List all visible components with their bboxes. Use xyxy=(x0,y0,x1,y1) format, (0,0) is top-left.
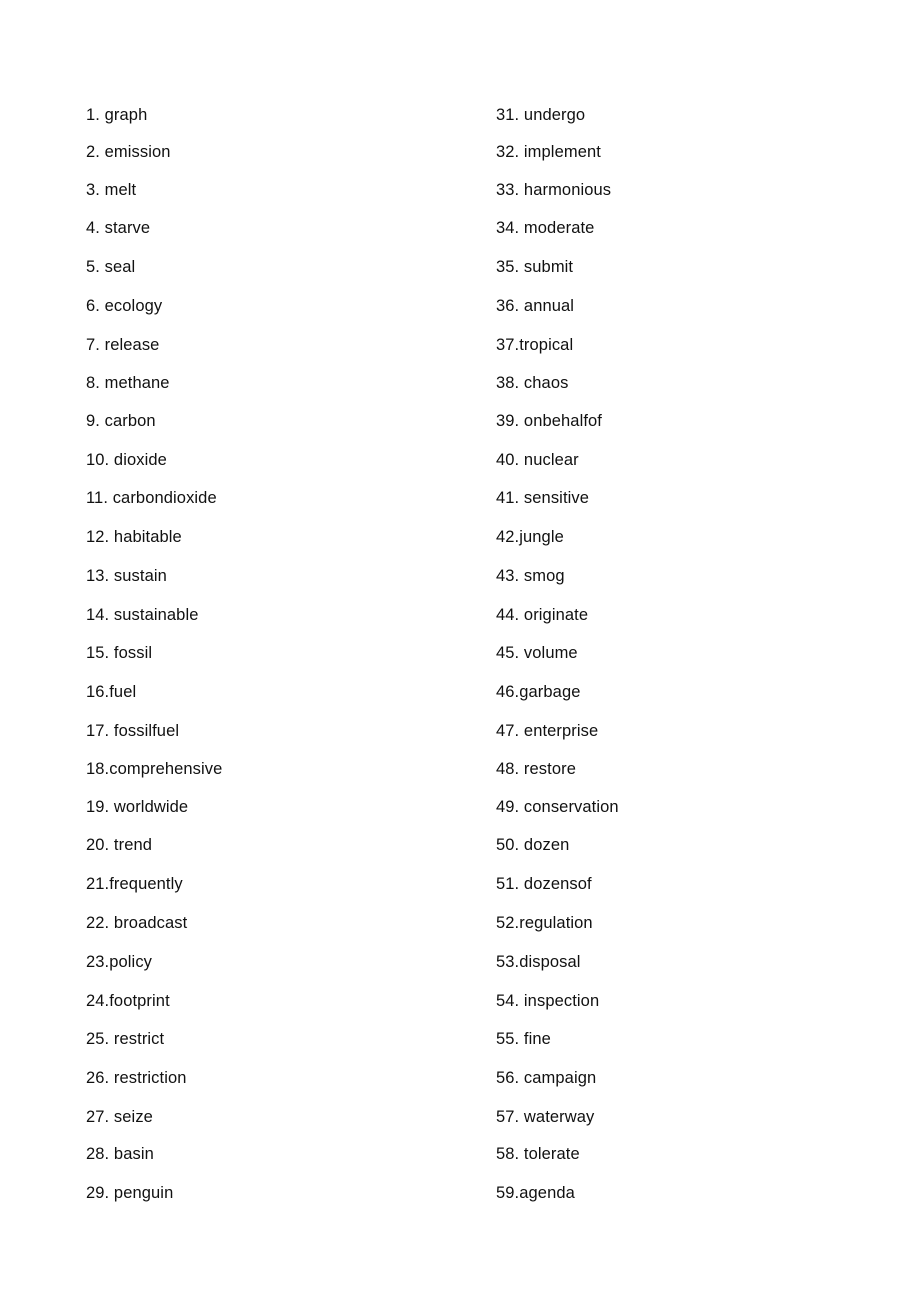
word-list-item: 43. smog xyxy=(496,567,565,585)
word-list-item: 36. annual xyxy=(496,297,575,315)
word-list-item: 10. dioxide xyxy=(86,451,167,469)
word-list-item: 20. trend xyxy=(86,836,153,854)
word-list-item: 34. moderate xyxy=(496,219,595,237)
word-list-item: 44. originate xyxy=(496,606,589,624)
word-list-item: 23.policy xyxy=(86,953,153,971)
word-list-item: 1. graph xyxy=(86,106,148,124)
word-list-item: 7. release xyxy=(86,336,160,354)
word-list-item: 24.footprint xyxy=(86,992,170,1010)
word-list-item: 46.garbage xyxy=(496,683,581,701)
right-word-column xyxy=(496,0,896,1301)
word-list-item: 40. nuclear xyxy=(496,451,579,469)
word-list-item: 50. dozen xyxy=(496,836,570,854)
word-list-item: 16.fuel xyxy=(86,683,137,701)
word-list-item: 33. harmonious xyxy=(496,181,612,199)
word-list-item: 18.comprehensive xyxy=(86,760,223,778)
word-list-item: 32. implement xyxy=(496,143,601,161)
word-list-item: 8. methane xyxy=(86,374,170,392)
word-list-item: 49. conservation xyxy=(496,798,619,816)
word-list-item: 45. volume xyxy=(496,644,578,662)
word-list-item: 54. inspection xyxy=(496,992,600,1010)
word-list-item: 15. fossil xyxy=(86,644,153,662)
word-list-item: 2. emission xyxy=(86,143,171,161)
word-list-item: 9. carbon xyxy=(86,412,156,430)
word-list-item: 57. waterway xyxy=(496,1108,595,1126)
word-list-item: 41. sensitive xyxy=(496,489,590,507)
word-list-item: 25. restrict xyxy=(86,1030,165,1048)
word-list-item: 52.regulation xyxy=(496,914,593,932)
word-list-item: 3. melt xyxy=(86,181,137,199)
word-list-item: 19. worldwide xyxy=(86,798,189,816)
word-list-item: 22. broadcast xyxy=(86,914,188,932)
word-list-item: 4. starve xyxy=(86,219,151,237)
word-list-item: 29. penguin xyxy=(86,1184,174,1202)
word-list-item: 35. submit xyxy=(496,258,574,276)
word-list-item: 55. fine xyxy=(496,1030,551,1048)
word-list-item: 17. fossilfuel xyxy=(86,722,180,740)
word-list-item: 13. sustain xyxy=(86,567,167,585)
word-list-item: 27. seize xyxy=(86,1108,153,1126)
word-list-item: 21.frequently xyxy=(86,875,183,893)
word-list-item: 39. onbehalfof xyxy=(496,412,602,430)
word-list-item: 14. sustainable xyxy=(86,606,199,624)
word-list-item: 31. undergo xyxy=(496,106,586,124)
word-list-item: 12. habitable xyxy=(86,528,182,546)
word-list-item: 47. enterprise xyxy=(496,722,599,740)
word-list-item: 59.agenda xyxy=(496,1184,575,1202)
word-list-item: 28. basin xyxy=(86,1145,154,1163)
word-list-item: 58. tolerate xyxy=(496,1145,580,1163)
word-list-item: 48. restore xyxy=(496,760,576,778)
word-list-item: 26. restriction xyxy=(86,1069,187,1087)
word-list-item: 6. ecology xyxy=(86,297,163,315)
word-list-item: 56. campaign xyxy=(496,1069,597,1087)
word-list-item: 51. dozensof xyxy=(496,875,592,893)
word-list-item: 11. carbondioxide xyxy=(86,489,217,507)
word-list-item: 37.tropical xyxy=(496,336,574,354)
word-list-item: 53.disposal xyxy=(496,953,581,971)
word-list-item: 5. seal xyxy=(86,258,136,276)
word-list-item: 38. chaos xyxy=(496,374,569,392)
word-list-item: 42.jungle xyxy=(496,528,564,546)
left-word-column xyxy=(86,0,486,1301)
